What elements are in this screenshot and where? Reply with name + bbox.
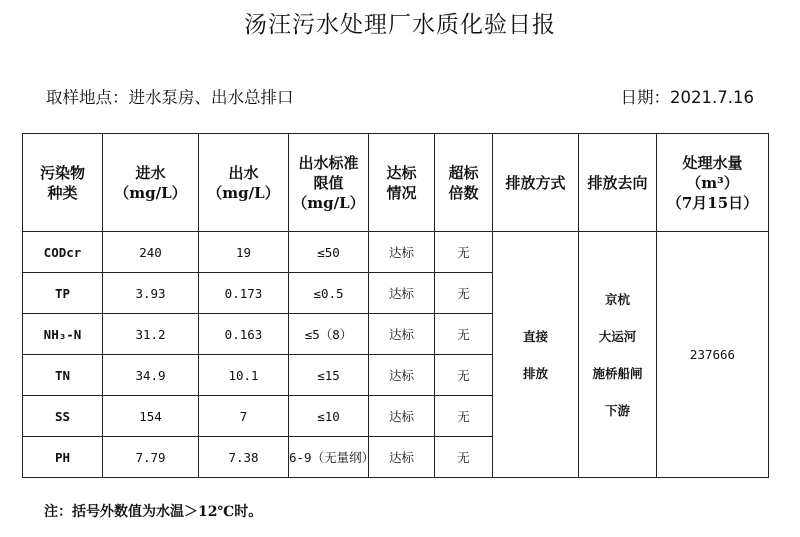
header-discharge-destination: 排放去向 xyxy=(579,134,657,232)
compliance-status: 达标 xyxy=(369,314,435,355)
outflow-value: 7.38 xyxy=(199,437,289,478)
pollutant-name: SS xyxy=(23,396,103,437)
header-standard: 出水标准 限值 （mg/L） xyxy=(289,134,369,232)
standard-limit: ≤10 xyxy=(289,396,369,437)
header-volume: 处理水量 （m³） （7月15日） xyxy=(657,134,769,232)
pollutant-name: TN xyxy=(23,355,103,396)
header-outflow: 出水 （mg/L） xyxy=(199,134,289,232)
compliance-status: 达标 xyxy=(369,232,435,273)
header-compliance: 达标 情况 xyxy=(369,134,435,232)
outflow-value: 0.163 xyxy=(199,314,289,355)
inflow-value: 31.2 xyxy=(103,314,199,355)
outflow-value: 0.173 xyxy=(199,273,289,314)
compliance-status: 达标 xyxy=(369,273,435,314)
exceed-multiple: 无 xyxy=(435,437,493,478)
header-exceed: 超标 倍数 xyxy=(435,134,493,232)
compliance-status: 达标 xyxy=(369,437,435,478)
compliance-status: 达标 xyxy=(369,396,435,437)
outflow-value: 10.1 xyxy=(199,355,289,396)
table-row xyxy=(23,232,769,273)
exceed-multiple: 无 xyxy=(435,232,493,273)
exceed-multiple: 无 xyxy=(435,355,493,396)
inflow-value: 7.79 xyxy=(103,437,199,478)
pollutant-name: NH₃-N xyxy=(23,314,103,355)
outflow-value: 7 xyxy=(199,396,289,437)
discharge-method: 直接 排放 xyxy=(493,232,579,478)
outflow-value: 19 xyxy=(199,232,289,273)
pollutant-name: CODcr xyxy=(23,232,103,273)
footnote: 注：括号外数值为水温＞12℃时。 xyxy=(44,504,263,520)
pollutant-name: PH xyxy=(23,437,103,478)
report-date: 日期：2021.7.16 xyxy=(620,88,754,107)
standard-limit: 6-9（无量纲） xyxy=(289,437,369,478)
header-pollutant: 污染物 种类 xyxy=(23,134,103,232)
sampling-location: 取样地点：进水泵房、出水总排口 xyxy=(46,88,294,107)
inflow-value: 154 xyxy=(103,396,199,437)
inflow-value: 34.9 xyxy=(103,355,199,396)
exceed-multiple: 无 xyxy=(435,314,493,355)
treated-volume: 237666 xyxy=(657,232,769,478)
report-title: 汤汪污水处理厂水质化验日报 xyxy=(244,12,556,38)
standard-limit: ≤50 xyxy=(289,232,369,273)
standard-limit: ≤15 xyxy=(289,355,369,396)
exceed-multiple: 无 xyxy=(435,273,493,314)
compliance-status: 达标 xyxy=(369,355,435,396)
inflow-value: 240 xyxy=(103,232,199,273)
header-discharge-method: 排放方式 xyxy=(493,134,579,232)
standard-limit: ≤5（8） xyxy=(289,314,369,355)
discharge-destination: 京杭 大运河 施桥船闸 下游 xyxy=(579,232,657,478)
water-quality-table xyxy=(22,133,769,478)
pollutant-name: TP xyxy=(23,273,103,314)
inflow-value: 3.93 xyxy=(103,273,199,314)
header-inflow: 进水 （mg/L） xyxy=(103,134,199,232)
exceed-multiple: 无 xyxy=(435,396,493,437)
standard-limit: ≤0.5 xyxy=(289,273,369,314)
header-row xyxy=(23,134,769,232)
